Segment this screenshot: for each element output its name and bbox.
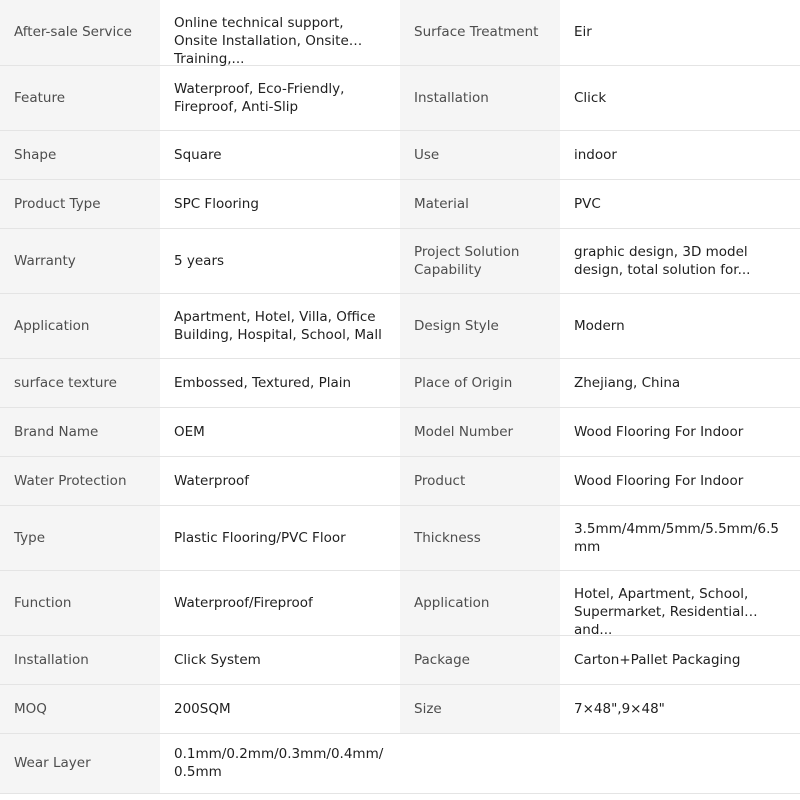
attribute-label: Installation — [400, 65, 560, 130]
attribute-row — [0, 407, 800, 456]
attribute-value: Waterproof/Fireproof — [160, 570, 400, 635]
attribute-value-text: graphic design, 3D model design, total solution for... — [574, 243, 751, 278]
attribute-value-text: Online technical support, Onsite Installation, Onsite Training,... — [174, 15, 349, 68]
attribute-value: Click — [560, 65, 800, 130]
attribute-label: Project Solution Capability — [400, 228, 560, 293]
attribute-row — [0, 130, 800, 179]
attribute-label: Brand Name — [0, 407, 160, 456]
attribute-label: surface texture — [0, 358, 160, 407]
attribute-label: Product — [400, 456, 560, 505]
attribute-value: Waterproof, Eco-Friendly, Fireproof, Anti-Slip — [160, 65, 400, 130]
attribute-label: Package — [400, 635, 560, 684]
attribute-label: Wear Layer — [0, 733, 160, 793]
attribute-value: 200SQM — [160, 684, 400, 733]
attribute-row — [0, 228, 800, 293]
attribute-label: Installation — [0, 635, 160, 684]
attribute-row — [0, 505, 800, 570]
attribute-value: 5 years — [160, 228, 400, 293]
attribute-label: Warranty — [0, 228, 160, 293]
attribute-value: Waterproof — [160, 456, 400, 505]
attribute-value: Square — [160, 130, 400, 179]
attribute-label: Water Protection — [0, 456, 160, 505]
attribute-row — [0, 358, 800, 407]
attribute-row — [0, 570, 800, 635]
attribute-value: Carton+Pallet Packaging — [560, 635, 800, 684]
attribute-label: Type — [0, 505, 160, 570]
attribute-value — [560, 570, 800, 638]
attribute-label: Design Style — [400, 293, 560, 358]
attribute-label: MOQ — [0, 684, 160, 733]
attribute-row — [0, 733, 800, 793]
attribute-value: Embossed, Textured, Plain — [160, 358, 400, 407]
attribute-row — [0, 684, 800, 733]
attribute-value: Wood Flooring For Indoor — [560, 407, 800, 456]
attribute-row — [0, 293, 800, 358]
attribute-value: Modern — [560, 293, 800, 358]
attribute-value — [560, 228, 800, 293]
attribute-value: 7×48",9×48" — [560, 684, 800, 733]
attribute-row — [0, 0, 800, 65]
attribute-label: Application — [400, 570, 560, 635]
attribute-label: Feature — [0, 65, 160, 130]
attribute-value: SPC Flooring — [160, 179, 400, 228]
attribute-value: 3.5mm/4mm/5mm/5.5mm/6.5mm — [560, 505, 800, 570]
attribute-value-text: Apartment, Hotel, Villa, Office Building, Hospital, School, Mall — [174, 308, 382, 343]
attribute-row — [0, 635, 800, 684]
attribute-label: Shape — [0, 130, 160, 179]
attribute-value: OEM — [160, 407, 400, 456]
attribute-value: Zhejiang, China — [560, 358, 800, 407]
attribute-label: Application — [0, 293, 160, 358]
attribute-empty-cell — [400, 733, 560, 793]
attribute-value: Plastic Flooring/PVC Floor — [160, 505, 400, 570]
attribute-value: 0.1mm/0.2mm/0.3mm/0.4mm/0.5mm — [160, 733, 400, 793]
attribute-label: Size — [400, 684, 560, 733]
attribute-value — [160, 0, 400, 68]
attribute-label: Place of Origin — [400, 358, 560, 407]
attribute-label: Thickness — [400, 505, 560, 570]
attribute-row — [0, 456, 800, 505]
attribute-value: Eir — [560, 0, 800, 65]
attribute-row — [0, 65, 800, 130]
attribute-value: Wood Flooring For Indoor — [560, 456, 800, 505]
attribute-label: Product Type — [0, 179, 160, 228]
attribute-value-text: Hotel, Apartment, School, Supermarket, Residential and... — [574, 585, 749, 638]
attribute-label: After-sale Service — [0, 0, 160, 65]
attribute-label: Material — [400, 179, 560, 228]
attribute-value: indoor — [560, 130, 800, 179]
attribute-row — [0, 179, 800, 228]
attribute-label: Use — [400, 130, 560, 179]
attribute-empty-cell — [560, 733, 800, 793]
attribute-label: Function — [0, 570, 160, 635]
attribute-label: Model Number — [400, 407, 560, 456]
attribute-value — [160, 293, 400, 358]
attribute-label: Surface Treatment — [400, 0, 560, 65]
attribute-value: PVC — [560, 179, 800, 228]
attribute-value: Click System — [160, 635, 400, 684]
